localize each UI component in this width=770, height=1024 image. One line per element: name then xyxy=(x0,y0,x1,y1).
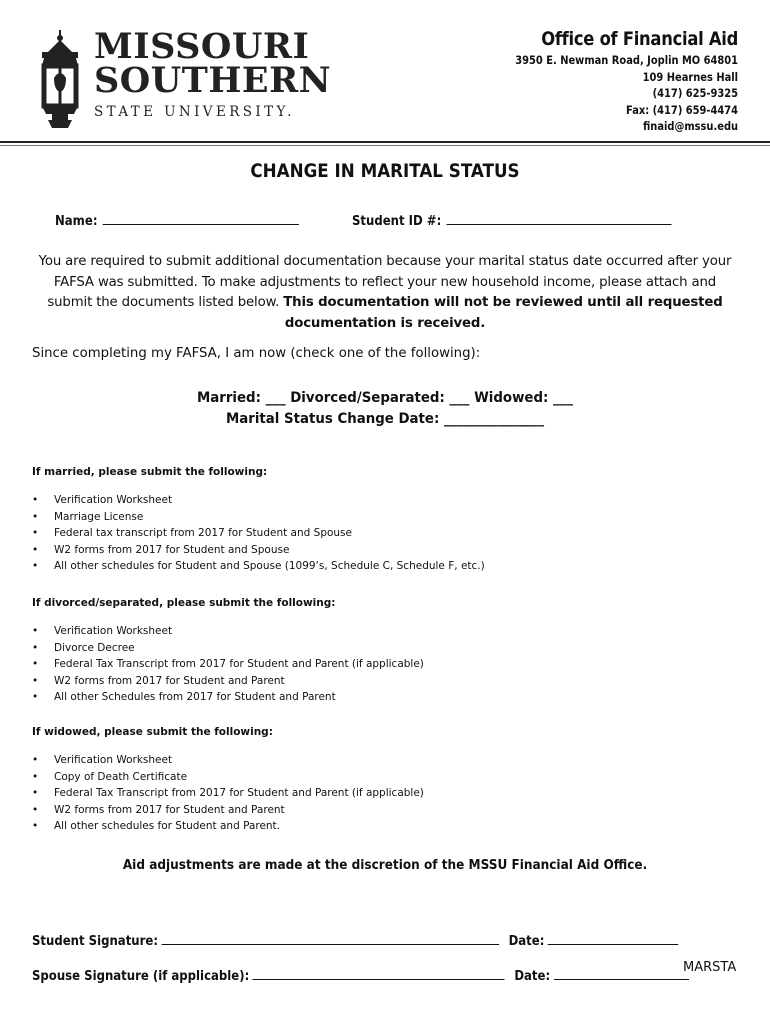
header-divider xyxy=(0,141,770,143)
list-item: • Federal Tax Transcript from 2017 for Student and Parent (if applicable) xyxy=(32,658,424,671)
logo-wordmark xyxy=(94,26,332,120)
list-item: • All other schedules for Student and Parent. xyxy=(32,820,281,833)
list-item: • All other schedules for Student and Spouse (1099’s, Schedule C, Schedule F, etc.) xyxy=(32,560,485,573)
list-item: • Verification Worksheet xyxy=(32,754,173,766)
student-signature-line[interactable] xyxy=(162,931,500,945)
list-item: • All other Schedules from 2017 for Student and Parent xyxy=(32,691,336,704)
spouse-date-label: Date: xyxy=(514,969,551,984)
student-id-field[interactable] xyxy=(352,211,672,229)
office-email: finaid@mssu.edu xyxy=(642,119,738,133)
list-item: • W2 forms from 2017 for Student and Parent xyxy=(32,803,285,816)
student-date-label: Date: xyxy=(508,934,545,949)
student-date-line[interactable] xyxy=(548,931,679,945)
name-field[interactable] xyxy=(55,211,299,229)
office-title: Office of Financial Aid xyxy=(541,28,738,50)
list-item: • Verification Worksheet xyxy=(32,494,173,506)
intro-paragraph xyxy=(30,252,740,334)
student-signature-row[interactable] xyxy=(32,931,678,949)
list-item: • Divorce Decree xyxy=(32,641,135,654)
office-address: 3950 E. Newman Road, Joplin MO 64801 xyxy=(515,53,738,67)
list-item: • Copy of Death Certificate xyxy=(32,770,188,783)
intro-text: You are required to submit additional documentation because your marital status date occurred after your FAFSA was submitted. To make adjustments to reflect your new household income, please attach and submit the documents listed below. xyxy=(38,254,732,310)
form-code: MARSTA xyxy=(683,960,737,975)
name-input-line[interactable] xyxy=(103,211,299,225)
office-building: 109 Hearnes Hall xyxy=(642,69,738,84)
logo-line-2: SOUTHERN xyxy=(94,60,332,101)
marital-status-options[interactable] xyxy=(31,388,739,430)
student-id-label: Student ID #: xyxy=(352,214,442,229)
form-title: CHANGE IN MARITAL STATUS xyxy=(250,160,520,182)
university-logo xyxy=(34,26,332,130)
divorced-heading: If divorced/separated, please submit the following: xyxy=(32,597,336,609)
student-signature-label: Student Signature: xyxy=(32,934,158,949)
logo-line-1: MISSOURI xyxy=(94,26,310,67)
spouse-signature-row[interactable] xyxy=(32,966,689,984)
list-item: • Marriage License xyxy=(32,510,144,523)
student-id-input-line[interactable] xyxy=(447,211,672,225)
married-section xyxy=(32,466,485,575)
list-item: • Federal Tax Transcript from 2017 for Student and Parent (if applicable) xyxy=(32,787,424,800)
header-divider-thin xyxy=(0,145,770,146)
married-heading: If married, please submit the following: xyxy=(32,466,268,478)
change-date-line[interactable]: Marital Status Change Date: _______________ xyxy=(225,411,545,427)
status-instruction: Since completing my FAFSA, I am now (check one of the following): xyxy=(32,346,481,361)
list-item: • Verification Worksheet xyxy=(32,625,173,637)
office-fax: Fax: (417) 659-4474 xyxy=(625,102,738,117)
list-item: • W2 forms from 2017 for Student and Parent xyxy=(32,674,285,687)
widowed-heading: If widowed, please submit the following: xyxy=(32,726,273,738)
list-item: • W2 forms from 2017 for Student and Spouse xyxy=(32,543,290,556)
status-options-line[interactable]: Married: ___ Divorced/Separated: ___ Widowed: ___ xyxy=(196,390,573,406)
lantern-icon xyxy=(34,30,86,130)
spouse-signature-line[interactable] xyxy=(253,966,505,980)
name-label: Name: xyxy=(55,214,98,229)
divorced-section xyxy=(32,597,424,706)
widowed-section xyxy=(32,726,424,835)
intro-bold-text: This documentation will not be reviewed until all requested documentation is received. xyxy=(283,295,723,331)
office-phone: (417) 625-9325 xyxy=(652,86,738,100)
list-item: • Federal tax transcript from 2017 for Student and Spouse xyxy=(32,527,352,540)
spouse-signature-label: Spouse Signature (if applicable): xyxy=(32,969,250,984)
logo-line-3: STATE UNIVERSITY. xyxy=(94,104,295,120)
spouse-date-line[interactable] xyxy=(554,966,689,980)
office-contact-block xyxy=(479,28,738,135)
aid-adjustment-note: Aid adjustments are made at the discretion of the MSSU Financial Aid Office. xyxy=(122,858,648,873)
